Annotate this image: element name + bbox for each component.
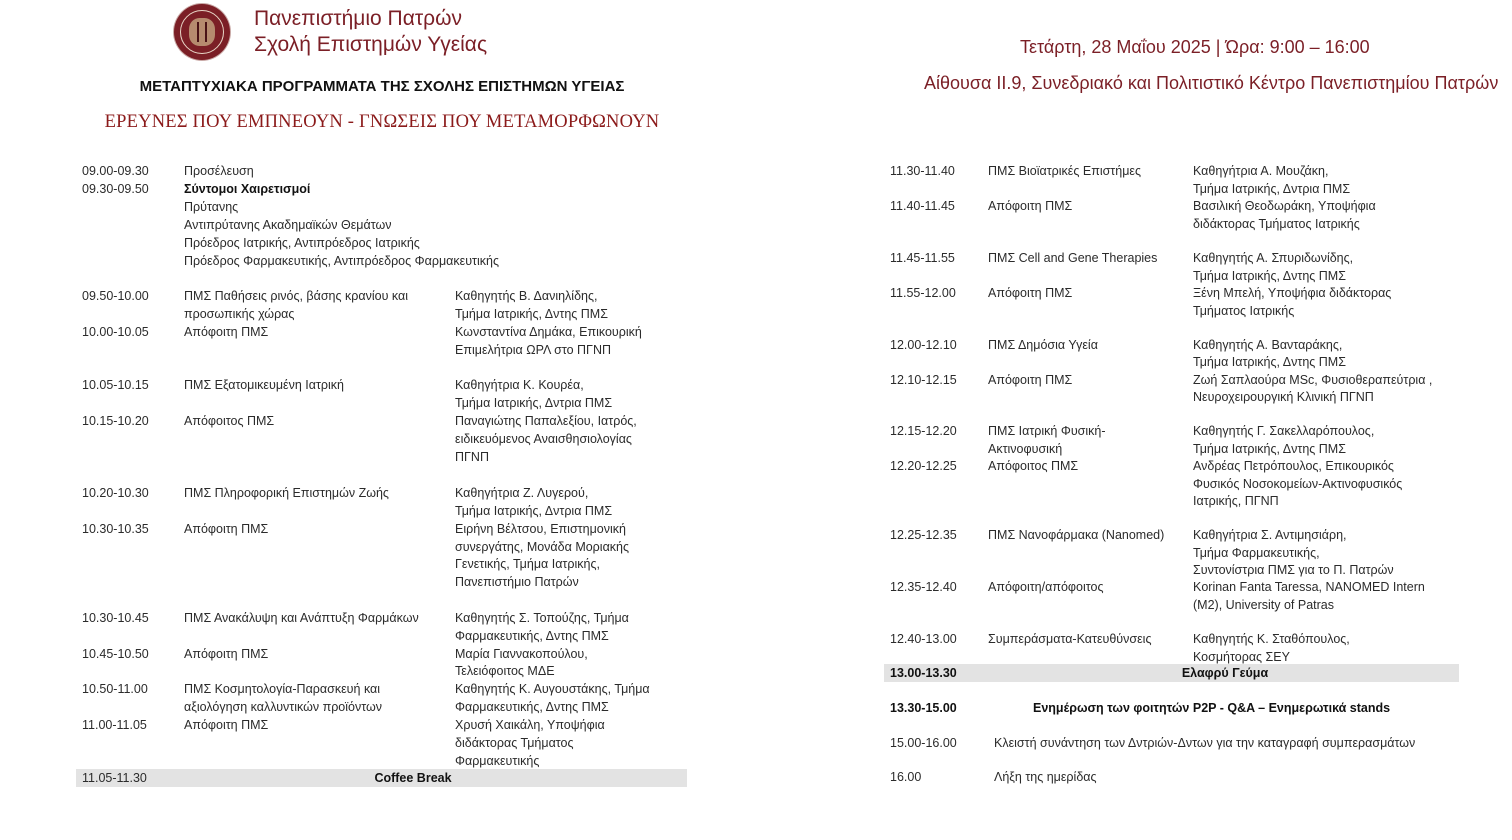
session-title: ΠΜΣ Νανοφάρμακα (Nanomed) [988,528,1165,542]
coffee-break-label: Coffee Break [374,771,452,785]
session-title: ΠΜΣ Cell and Gene Therapies [988,251,1158,265]
session-title: ΠΜΣ Βιοϊατρικές Επιστήμες [988,164,1141,178]
speaker-line: Τμήμα Ιατρικής, Δντρια ΠΜΣ [455,504,613,518]
session-title: Ακτινοφυσική [988,442,1063,456]
time-slot: 16.00 [890,770,922,784]
session-title: ΠΜΣ Παθήσεις ρινός, βάσης κρανίου και [184,289,408,303]
time-slot: 12.20-12.25 [890,459,957,473]
event-slogan: ΕΡΕΥΝΕΣ ΠΟΥ ΕΜΠΝΕΟΥΝ - ΓΝΩΣΕΙΣ ΠΟΥ ΜΕΤΑΜΟΡΦΩΝΟΥΝ [104,112,660,132]
session-title: Προσέλευση [184,164,254,178]
session-title: Απόφοιτη ΠΜΣ [988,373,1073,387]
speaker-line: Φυσικός Νοσοκομείων-Ακτινοφυσικός [1193,477,1403,491]
time-slot: 13.00-13.30 [890,666,957,680]
speaker-line: Καθηγήτρια Σ. Αντιμησιάρη, [1193,528,1347,542]
speaker-line: Καθηγητής Κ. Σταθόπουλος, [1193,632,1350,646]
speaker-line: Τμήμα Φαρμακευτικής, [1193,546,1320,560]
speaker-line: Τμήμα Ιατρικής, Δντρια ΠΜΣ [455,396,613,410]
session-title: Απόφοιτη ΠΜΣ [988,286,1073,300]
time-slot: 11.30-11.40 [890,164,955,178]
speaker-line: Καθηγητής Β. Δανιηλίδης, [455,289,598,303]
speaker-line: Συντονίστρια ΠΜΣ για το Π. Πατρών [1193,563,1394,577]
session-title: Απόφοιτη ΠΜΣ [184,647,269,661]
speaker-line: διδάκτορας Τμήματος Ιατρικής [1193,217,1360,231]
time-slot: 10.15-10.20 [82,414,149,428]
session-title: Απόφοιτη ΠΜΣ [184,522,269,536]
session-title: προσωπικής χώρας [184,307,295,321]
speaker-line: Πρύτανης [184,200,239,214]
school-name: Σχολή Επιστημών Υγείας [254,33,488,56]
session-title: Κλειστή συνάντηση των Δντριών-Δντων για την καταγραφή συμπερασμάτων [994,736,1416,750]
speaker-line: Τμήμα Ιατρικής, Δντης ΠΜΣ [1193,269,1346,283]
speaker-line: Φαρμακευτικής, Δντης ΠΜΣ [455,629,609,643]
speaker-line: Τμήμα Ιατρικής, Δντρια ΠΜΣ [1193,182,1351,196]
university-logo [174,4,230,60]
session-title: Σύντομοι Χαιρετισμοί [184,182,311,196]
speaker-line: Καθηγητής Σ. Τοπούζης, Τμήμα [455,611,629,625]
university-name: Πανεπιστήμιο Πατρών [254,7,462,30]
time-slot: 13.30-15.00 [890,701,957,715]
event-date-time: Τετάρτη, 28 Μαΐου 2025 | Ώρα: 9:00 – 16:00 [1020,37,1370,57]
session-title: Απόφοιτη ΠΜΣ [988,199,1073,213]
speaker-line: Αντιπρύτανης Ακαδημαϊκών Θεμάτων [184,218,392,232]
speaker-line: Νευροχειρουργική Κλινική ΠΓΝΠ [1193,390,1374,404]
time-slot: 09.30-09.50 [82,182,149,196]
speaker-line: Korinan Fanta Taressa, NANOMED Intern [1193,580,1425,594]
speaker-line: Καθηγητής Γ. Σακελλαρόπουλος, [1193,424,1375,438]
programs-title: ΜΕΤΑΠΤΥΧΙΑΚΑ ΠΡΟΓΡΑΜΜΑΤΑ ΤΗΣ ΣΧΟΛΗΣ ΕΠΙΣΤΗΜΩΝ ΥΓΕΙΑΣ [139,78,625,95]
session-title: ΠΜΣ Κοσμητολογία-Παρασκευή και [184,682,381,696]
speaker-line: συνεργάτης, Μονάδα Μοριακής [455,540,630,554]
time-slot: 10.20-10.30 [82,486,149,500]
speaker-line: Καθηγήτρια Α. Μουζάκη, [1193,164,1329,178]
session-title: Λήξη της ημερίδας [994,770,1097,784]
speaker-line: Μαρία Γιαννακοπούλου, [455,647,588,661]
session-title: Απόφοιτη ΠΜΣ [184,325,269,339]
session-title: Απόφοιτη/απόφοιτος [988,580,1104,594]
time-slot: 11.55-12.00 [890,286,956,300]
lunch-label: Ελαφρύ Γεύμα [1181,666,1269,680]
time-slot: 11.40-11.45 [890,199,955,213]
time-slot: 15.00-16.00 [890,736,957,750]
time-slot: 11.00-11.05 [82,718,147,732]
speaker-line: Καθηγητής Κ. Αυγουστάκης, Τμήμα [455,682,650,696]
speaker-line: διδάκτορας Τμήματος [455,736,574,750]
session-title: ΠΜΣ Πληροφορική Επιστημών Ζωής [184,486,389,500]
session-title: Απόφοιτος ΠΜΣ [988,459,1079,473]
speaker-line: Καθηγητής Α. Σπυριδωνίδης, [1193,251,1354,265]
speaker-line: ειδικευόμενος Αναισθησιολογίας [455,432,632,446]
speaker-line: Φαρμακευτικής [455,754,540,768]
speaker-line: Τμήματος Ιατρικής [1193,304,1295,318]
speaker-line: Πρόεδρος Φαρμακευτικής, Αντιπρόεδρος Φαρμακευτικής [184,254,499,268]
time-slot: 09.50-10.00 [82,289,149,303]
speaker-line: Χρυσή Χαικάλη, Υποψήφια [455,718,605,732]
time-slot: 11.05-11.30 [82,771,147,785]
time-slot: 12.10-12.15 [890,373,957,387]
speaker-line: (M2), University of Patras [1193,598,1335,612]
time-slot: 10.30-10.45 [82,611,149,625]
time-slot: 12.35-12.40 [890,580,957,594]
session-title: Συμπεράσματα-Κατευθύνσεις [988,632,1152,646]
session-title: ΠΜΣ Ιατρική Φυσική- [988,424,1106,438]
time-slot: 12.00-12.10 [890,338,957,352]
session-title: ΠΜΣ Δημόσια Υγεία [988,338,1098,352]
speaker-line: Πανεπιστήμιο Πατρών [455,575,579,589]
speaker-line: Καθηγητής Α. Βανταράκης, [1193,338,1343,352]
time-slot: 11.45-11.55 [890,251,955,265]
speaker-line: Παναγιώτης Παπαλεξίου, Ιατρός, [455,414,637,428]
speaker-line: Κωνσταντίνα Δημάκα, Επικουρική [455,325,642,339]
session-title: ΠΜΣ Ανακάλυψη και Ανάπτυξη Φαρμάκων [184,611,419,625]
time-slot: 10.45-10.50 [82,647,149,661]
speaker-line: Καθηγήτρια Κ. Κουρέα, [455,378,584,392]
speaker-line: Ιατρικής, ΠΓΝΠ [1193,494,1279,508]
time-slot: 10.05-10.15 [82,378,149,392]
speaker-line: Καθηγήτρια Ζ. Λυγερού, [455,486,589,500]
time-slot: 10.00-10.05 [82,325,149,339]
speaker-line: Τμήμα Ιατρικής, Δντης ΠΜΣ [1193,355,1346,369]
time-slot: 09.00-09.30 [82,164,149,178]
speaker-line: Γενετικής, Τμήμα Ιατρικής, [455,557,600,571]
time-slot: 12.15-12.20 [890,424,957,438]
session-title: αξιολόγηση καλλυντικών προϊόντων [184,700,383,714]
speaker-line: Τμήμα Ιατρικής, Δντης ΠΜΣ [455,307,608,321]
speaker-line: Κοσμήτορας ΣΕΥ [1193,650,1290,664]
session-title: Απόφοιτος ΠΜΣ [184,414,275,428]
speaker-line: Ανδρέας Πετρόπουλος, Επικουρικός [1193,459,1394,473]
speaker-line: Επιμελήτρια ΩΡΛ στο ΠΓΝΠ [455,343,611,357]
speaker-line: Ειρήνη Βέλτσου, Επιστημονική [455,522,626,536]
event-venue: Αίθουσα ΙΙ.9, Συνεδριακό και Πολιτιστικό Κέντρο Πανεπιστημίου Πατρών [924,73,1499,93]
session-title: ΠΜΣ Εξατομικευμένη Ιατρική [184,378,344,392]
time-slot: 12.40-13.00 [890,632,957,646]
speaker-line: Ξένη Μπελή, Υποψήφια διδάκτορας [1193,286,1392,300]
speaker-line: Τμήμα Ιατρικής, Δντης ΠΜΣ [1193,442,1346,456]
time-slot: 12.25-12.35 [890,528,957,542]
speaker-line: Βασιλική Θεοδωράκη, Υποψήφια [1193,199,1376,213]
speaker-line: Φαρμακευτικής, Δντης ΠΜΣ [455,700,609,714]
speaker-line: ΠΓΝΠ [455,450,489,464]
speaker-line: Ζωή Σαπλαούρα MSc, Φυσιοθεραπεύτρια , [1193,373,1433,387]
time-slot: 10.30-10.35 [82,522,149,536]
session-title: Ενημέρωση των φοιτητών P2P - Q&A – Ενημερωτικά stands [1033,701,1391,715]
time-slot: 10.50-11.00 [82,682,148,696]
session-title: Απόφοιτη ΠΜΣ [184,718,269,732]
speaker-line: Πρόεδρος Ιατρικής, Αντιπρόεδρος Ιατρικής [184,236,420,250]
speaker-line: Τελειόφοιτος ΜΔΕ [455,664,555,678]
